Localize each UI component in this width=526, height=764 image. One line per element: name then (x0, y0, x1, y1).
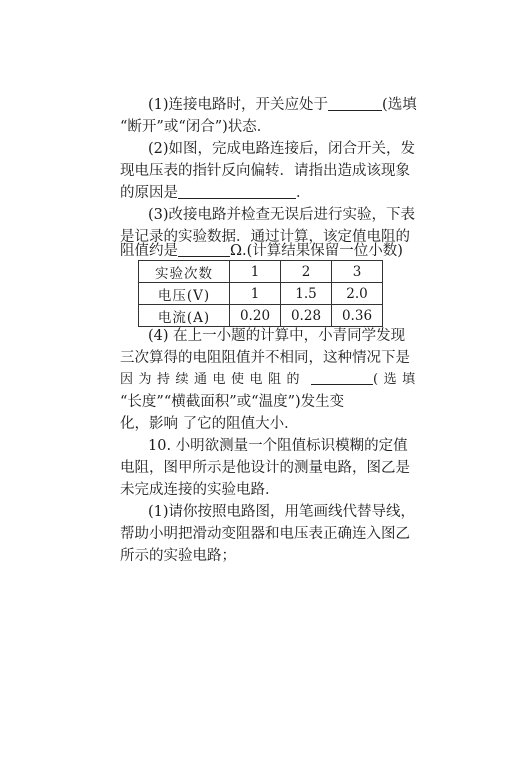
q3-answer-blank[interactable] (178, 242, 230, 257)
q2-text: 的原因是 (120, 185, 178, 201)
q2-line-3 (120, 183, 311, 203)
header-cell: 3 (332, 261, 383, 283)
q3-line-3 (120, 241, 403, 261)
table-cell: 0.28 (281, 305, 332, 327)
header-cell: 2 (281, 261, 332, 283)
table-cell: 0.20 (230, 305, 281, 327)
q10-line-1: 10. 小明欲测量一个阻值标识模糊的定值 (148, 438, 408, 454)
q1-answer-blank[interactable] (328, 96, 382, 111)
q4-line-4: “长度”“横截面积”或“温度”)发生变 (120, 394, 345, 410)
q10-1-line-3: 所示的实验电路； (120, 548, 236, 564)
q2-line-1: (2)如图，完成电路连接后，闭合开关，发 (148, 141, 416, 157)
q2-line-2: 现电压表的指针反向偏转．请指出造成该现象 (120, 163, 410, 179)
q4-line-5: 化，影响 了它的阻值大小． (120, 416, 299, 432)
table-header-row (139, 261, 383, 283)
q10-line-3: 未完成连接的实验电路． (120, 482, 280, 498)
table-row-current (139, 305, 383, 327)
q10-1-line-2: 帮助小明把滑动变阻器和电压表正确连入图乙 (120, 526, 410, 542)
q3-line-2: 是记录的实验数据．通过计算，该定值电阻的 (120, 229, 410, 245)
q2-answer-blank[interactable] (178, 184, 296, 199)
table-cell: 1.5 (281, 283, 332, 305)
q4-choice-hint: (选填 (373, 372, 421, 387)
q4-text: 因为持续通电使电阻的 (120, 372, 306, 387)
header-cell: 1 (230, 261, 281, 283)
table-row-voltage (139, 283, 383, 305)
table-cell: 0.36 (332, 305, 383, 327)
row-label-voltage: 电压(V) (139, 283, 230, 305)
q1-choice-hint: (选填 (382, 97, 417, 113)
q4-line-1: (4) 在上一小题的计算中，小青同学发现 (148, 328, 406, 344)
q4-line-2: 三次算得的电阻阻值并不相同，这种情况下是 (120, 350, 410, 366)
q4-line-3 (120, 370, 421, 390)
row-label-current: 电流(A) (139, 305, 230, 327)
q10-1-line-1: (1)请你按照电路图，用笔画线代替导线， (148, 504, 416, 520)
q3-text: 阻值约是 (120, 243, 178, 259)
table-cell: 1 (230, 283, 281, 305)
q2-period: ． (296, 185, 311, 201)
q4-answer-blank[interactable] (311, 370, 373, 385)
q3-note: Ω.(计算结果保留一位小数) (230, 243, 403, 259)
q1-line-2: “断开”或“闭合”)状态． (120, 119, 272, 135)
header-cell-trial: 实验次数 (139, 261, 230, 283)
q3-line-1: (3)改接电路并检查无误后进行实验，下表 (148, 207, 416, 223)
q10-line-2: 电阻，图甲所示是他设计的测量电路，图乙是 (120, 460, 410, 476)
experiment-data-table (138, 260, 383, 327)
table-cell: 2.0 (332, 283, 383, 305)
q1-text: (1)连接电路时，开关应处于 (148, 97, 329, 113)
q1-line-1 (148, 95, 417, 115)
